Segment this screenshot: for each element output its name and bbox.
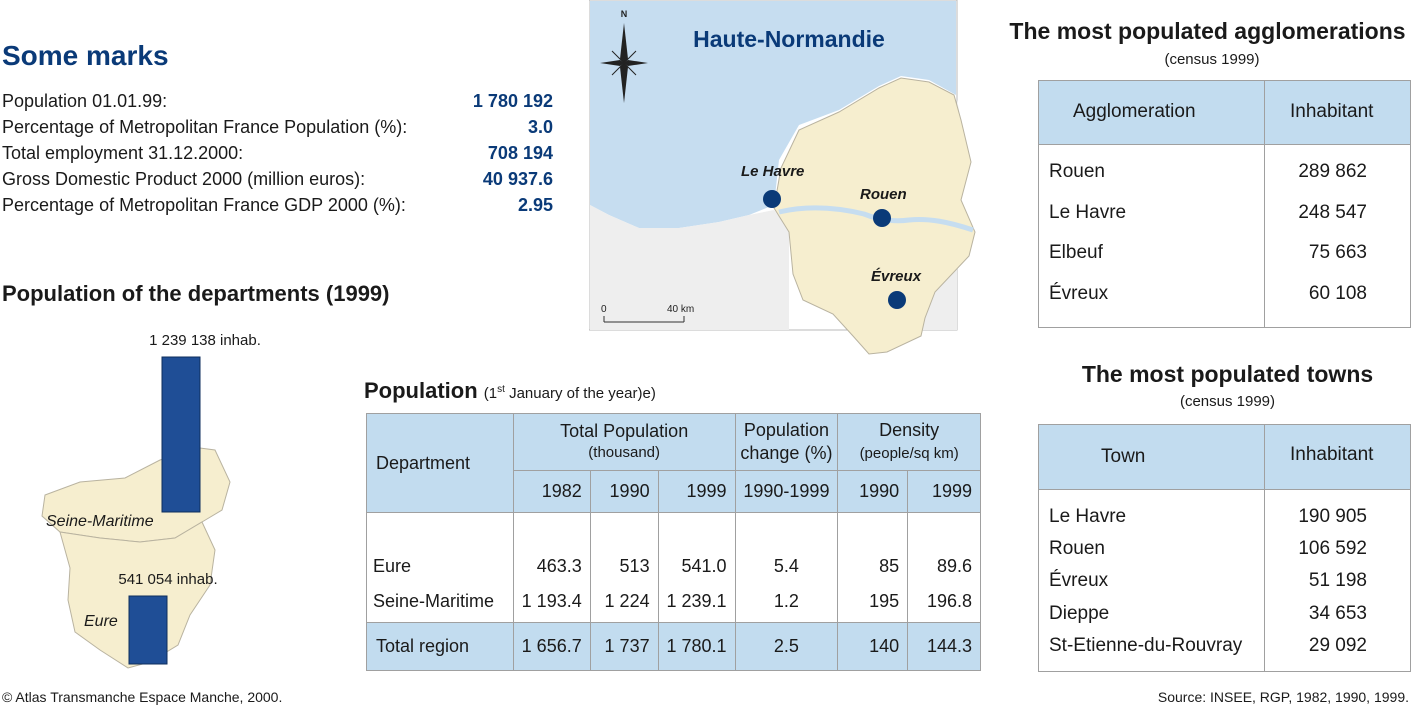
header-year: 1999 xyxy=(908,471,981,513)
mark-label: Total employment 31.12.2000: xyxy=(2,143,244,163)
agglomeration-value: 289 862 xyxy=(1298,161,1367,182)
mark-row xyxy=(2,195,553,221)
subtitle-part: (1 xyxy=(483,385,498,402)
cell-value: 1 224 xyxy=(590,583,658,623)
cell-department: Eure xyxy=(367,513,514,583)
mark-label: Population 01.01.99: xyxy=(2,91,168,111)
cell-value: 513 xyxy=(590,513,658,583)
agglomeration-value: 75 663 xyxy=(1308,242,1367,263)
towns-title: The most populated towns xyxy=(1081,361,1374,387)
subtitle-sup: st xyxy=(497,384,505,395)
eure-population-bar xyxy=(129,596,167,664)
header-year: 1990 xyxy=(838,471,908,513)
agglomeration-value: 248 547 xyxy=(1298,202,1367,223)
mark-value: 3.0 xyxy=(527,117,553,137)
mark-label: Percentage of Metropolitan France Population (%): xyxy=(2,117,408,137)
table-total-row xyxy=(367,623,981,671)
mark-value: 2.95 xyxy=(517,195,553,215)
header-change-line1: Population xyxy=(743,420,829,440)
departments-map xyxy=(0,310,340,690)
evreux-label: Évreux xyxy=(871,268,922,285)
header-density xyxy=(838,414,981,471)
divider xyxy=(1264,81,1265,327)
header-department: Department xyxy=(367,414,514,513)
town-name: Dieppe xyxy=(1049,603,1110,624)
mark-row xyxy=(2,117,553,143)
header-population-change xyxy=(735,414,838,471)
subtitle-part: January of the year)e) xyxy=(504,385,656,402)
agglomeration-name: Elbeuf xyxy=(1049,242,1103,263)
agglomerations-title: The most populated agglomerations xyxy=(1009,18,1406,44)
cell-value: 1 737 xyxy=(590,623,658,671)
cell-value: 1 193.4 xyxy=(513,583,590,623)
table-row xyxy=(367,513,981,583)
seine-maritime-name: Seine-Maritime xyxy=(46,513,154,530)
header-density-label: Density xyxy=(879,420,940,440)
cell-value: 144.3 xyxy=(908,623,981,671)
town-name: Le Havre xyxy=(1049,506,1127,527)
rouen-marker xyxy=(873,209,891,227)
mark-value: 1 780 192 xyxy=(472,91,553,111)
agglomeration-name: Rouen xyxy=(1049,161,1105,182)
population-table xyxy=(366,413,981,671)
cell-value: 541.0 xyxy=(658,513,735,583)
scale-zero: 0 xyxy=(601,304,607,315)
town-value: 106 592 xyxy=(1298,538,1367,559)
region-map xyxy=(589,0,979,360)
header-thousand: (thousand) xyxy=(588,444,661,461)
mark-row xyxy=(2,143,553,169)
agglomerations-subtitle: (census 1999) xyxy=(1164,51,1260,68)
cell-value: 196.8 xyxy=(908,583,981,623)
cell-value: 89.6 xyxy=(908,513,981,583)
cell-value: 5.4 xyxy=(735,513,838,583)
header-town: Town xyxy=(1101,446,1146,467)
cell-value: 1.2 xyxy=(735,583,838,623)
population-title-text: Population xyxy=(364,378,478,403)
header-total-population xyxy=(513,414,735,471)
population-table-title xyxy=(364,378,656,404)
mark-label: Percentage of Metropolitan France GDP 2000 (%): xyxy=(2,195,406,215)
header-total-population-label: Total Population xyxy=(560,421,689,441)
divider xyxy=(1039,144,1410,145)
table-header-row xyxy=(367,414,981,471)
eure-population-label: 541 054 inhab. xyxy=(118,571,218,588)
mark-row xyxy=(2,169,553,195)
header-inhabitant: Inhabitant xyxy=(1290,444,1374,465)
header-period: 1990-1999 xyxy=(735,471,838,513)
header-change-line2: change (%) xyxy=(740,443,833,463)
north-label: N xyxy=(620,9,628,19)
eure-name: Eure xyxy=(84,613,118,630)
table-row xyxy=(367,583,981,623)
scale-label: 40 km xyxy=(667,304,695,315)
agglomeration-name: Le Havre xyxy=(1049,202,1127,223)
departments-title: Population of the departments (1999) xyxy=(2,281,390,306)
agglomeration-name: Évreux xyxy=(1049,283,1109,304)
town-value: 29 092 xyxy=(1308,635,1367,656)
divider xyxy=(1039,489,1410,490)
town-value: 34 653 xyxy=(1308,603,1367,624)
cell-value: 195 xyxy=(838,583,908,623)
cell-department: Total region xyxy=(367,623,514,671)
mark-value: 40 937.6 xyxy=(482,169,553,189)
header-year: 1999 xyxy=(658,471,735,513)
mark-row xyxy=(2,91,553,117)
population-subtitle xyxy=(484,385,656,402)
mark-label: Gross Domestic Product 2000 (million euros): xyxy=(2,169,366,189)
header-year: 1982 xyxy=(513,471,590,513)
cell-value: 140 xyxy=(838,623,908,671)
header-inhabitant: Inhabitant xyxy=(1290,101,1374,122)
town-name: Rouen xyxy=(1049,538,1105,559)
cell-department: Seine-Maritime xyxy=(367,583,514,623)
cell-value: 1 656.7 xyxy=(513,623,590,671)
cell-value: 463.3 xyxy=(513,513,590,583)
towns-subtitle: (census 1999) xyxy=(1179,393,1276,410)
header-density-unit: (people/sq km) xyxy=(859,445,959,462)
region-name: Haute-Normandie xyxy=(693,26,885,52)
town-name: Évreux xyxy=(1049,570,1109,591)
cell-value: 2.5 xyxy=(735,623,838,671)
le-havre-marker xyxy=(763,190,781,208)
marks-title: Some marks xyxy=(2,40,169,71)
copyright-credit: © Atlas Transmanche Espace Manche, 2000. xyxy=(2,689,283,705)
cell-value: 85 xyxy=(838,513,908,583)
cell-value: 1 239.1 xyxy=(658,583,735,623)
seine-maritime-population-label: 1 239 138 inhab. xyxy=(149,332,261,349)
rouen-label: Rouen xyxy=(860,186,907,203)
evreux-marker xyxy=(888,291,906,309)
mark-value: 708 194 xyxy=(487,143,553,163)
town-name: St-Etienne-du-Rouvray xyxy=(1049,635,1243,656)
towns-table xyxy=(1038,424,1411,672)
cell-value: 1 780.1 xyxy=(658,623,735,671)
data-source: Source: INSEE, RGP, 1982, 1990, 1999. xyxy=(1157,689,1409,705)
header-year: 1990 xyxy=(590,471,658,513)
le-havre-label: Le Havre xyxy=(741,163,805,180)
town-value: 51 198 xyxy=(1308,570,1367,591)
header-agglomeration: Agglomeration xyxy=(1073,101,1196,122)
divider xyxy=(1264,425,1265,671)
agglomerations-table xyxy=(1038,80,1411,328)
town-value: 190 905 xyxy=(1298,506,1367,527)
seine-maritime-population-bar xyxy=(162,357,200,512)
agglomeration-value: 60 108 xyxy=(1308,283,1367,304)
